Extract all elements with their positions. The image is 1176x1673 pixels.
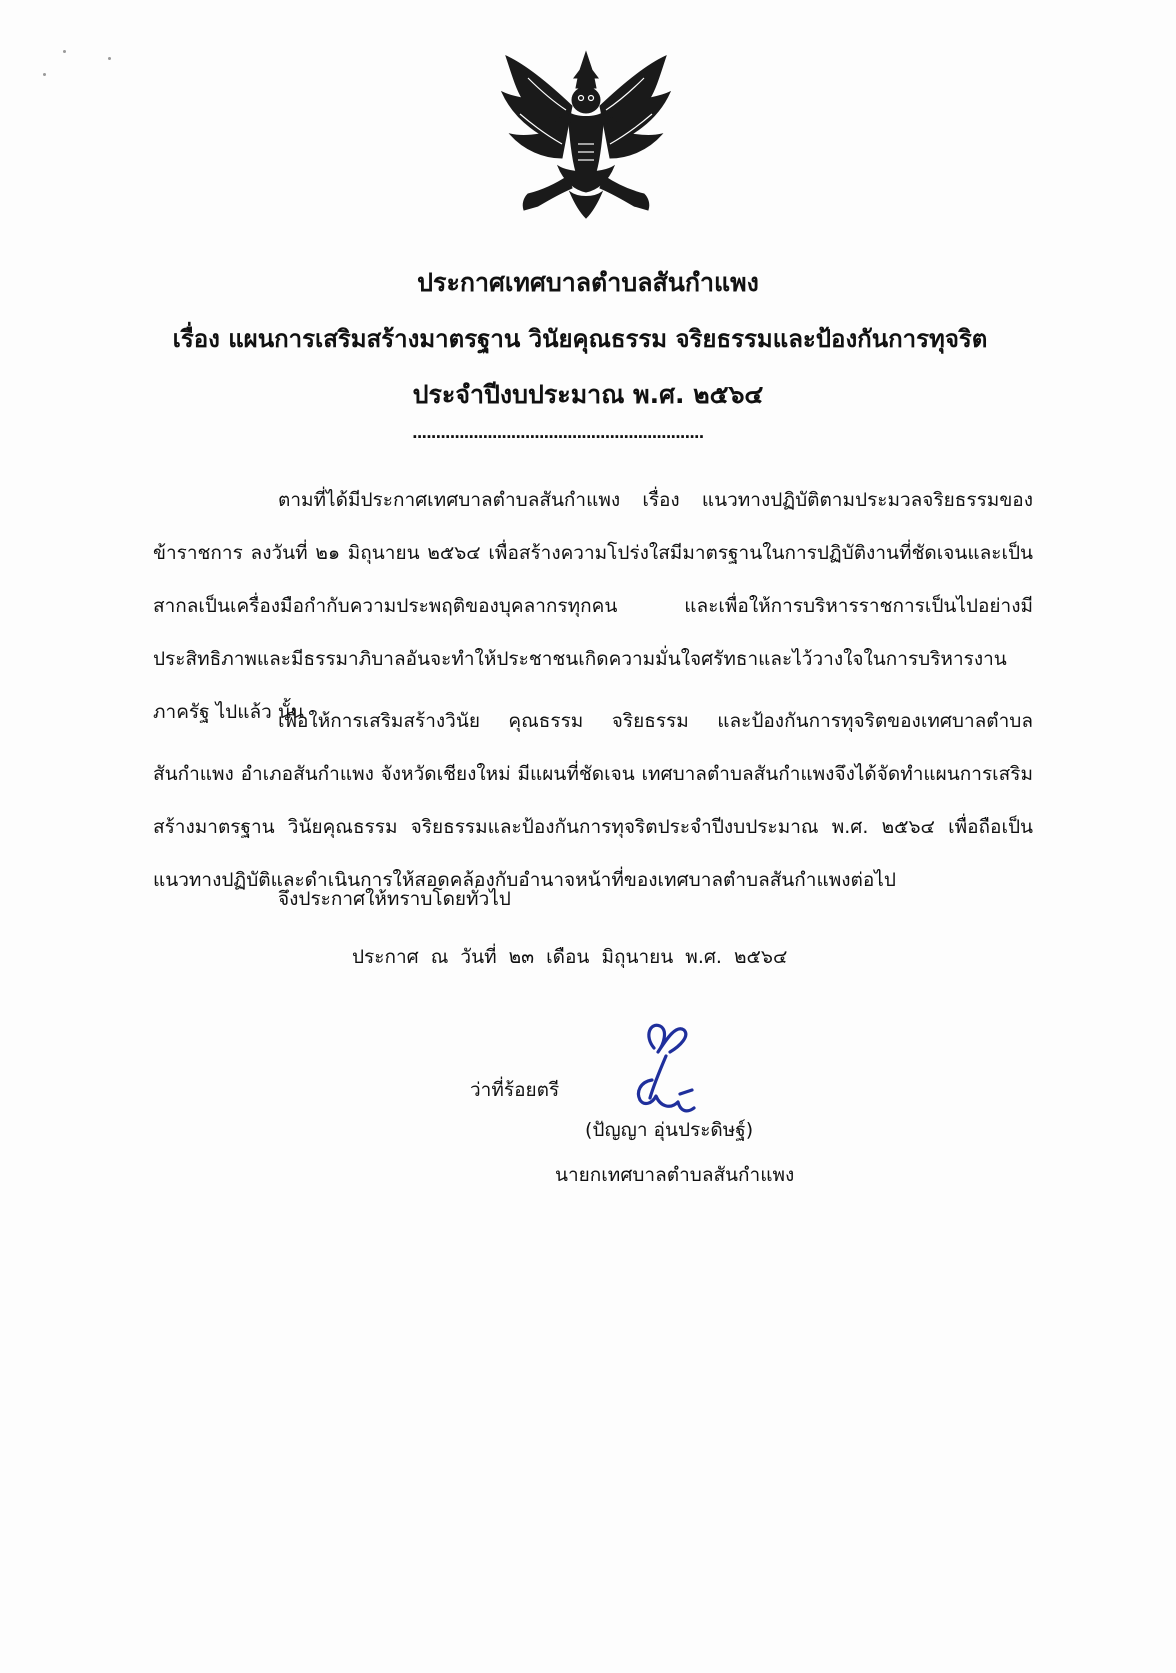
scan-speck <box>43 73 46 76</box>
document-title: ประกาศเทศบาลตำบลสันกำแพง <box>417 268 759 297</box>
closing-line: จึงประกาศให้ทราบโดยทั่วไป <box>278 888 511 910</box>
announcement-date: ประกาศ ณ วันที่ ๒๓ เดือน มิถุนายน พ.ศ. ๒๕๖๔ <box>352 946 788 968</box>
handwritten-signature <box>630 1018 706 1128</box>
document-subject: เรื่อง แผนการเสริมสร้างมาตรฐาน วินัยคุณธรรม จริยธรรมและป้องกันการทุจริต <box>172 325 988 353</box>
garuda-emblem-icon <box>498 48 674 222</box>
body-paragraph-2 <box>153 695 1033 907</box>
paragraph-2-text: เพื่อให้การเสริมสร้างวินัย คุณธรรม จริยธรรม และป้องกันการทุจริตของเทศบาลตำบลสันกำแพง อำเภอสันกำแพง จังหวัดเชียงใหม่ มีแผนที่ชัดเจน เทศบาลตำบลสันกำแพงจึงได้จัดทำแผนการเสริมสร้างมาตรฐาน วินัยคุณธรรม จริยธรรมและป้องกันการทุจริตประจำปีงบประมาณ พ.ศ. ๒๕๖๔ เพื่อถือเป็นแนวทางปฏิบัติและดำเนินการให้สอดคล้องกับอำนาจหน้าที่ของเทศบาลตำบลสันกำแพงต่อไป <box>153 710 1033 891</box>
fiscal-year-line: ประจำปีงบประมาณ พ.ศ. ๒๕๖๔ <box>412 380 764 409</box>
dotted-divider: .............................................................. <box>412 424 704 442</box>
signer-rank: ว่าที่ร้อยตรี <box>470 1079 560 1101</box>
scan-speck <box>63 50 66 53</box>
signer-position: นายกเทศบาลตำบลสันกำแพง <box>555 1164 795 1186</box>
scan-speck <box>108 57 111 60</box>
signer-name: (ปัญญา อุ่นประดิษฐ์) <box>585 1119 754 1141</box>
paragraph-1-text: ตามที่ได้มีประกาศเทศบาลตำบลสันกำแพง เรื่อง แนวทางปฏิบัติตามประมวลจริยธรรมของข้าราชการ ลงวันที่ ๒๑ มิถุนายน ๒๕๖๔ เพื่อสร้างความโปร่งใสมีมาตรฐานในการปฏิบัติงานที่ชัดเจนและเป็นสากลเป็นเครื่องมือกำกับความประพฤติของบุคลากรทุกคน และเพื่อให้การบริหารราชการเป็นไปอย่างมีประสิทธิภาพและมีธรรมาภิบาลอันจะทำให้ประชาชนเกิดความมั่นใจศรัทธาและไว้วางใจในการบริหารงานภาครัฐ ไปแล้ว นั้น <box>153 489 1033 723</box>
title-block <box>0 255 1176 423</box>
